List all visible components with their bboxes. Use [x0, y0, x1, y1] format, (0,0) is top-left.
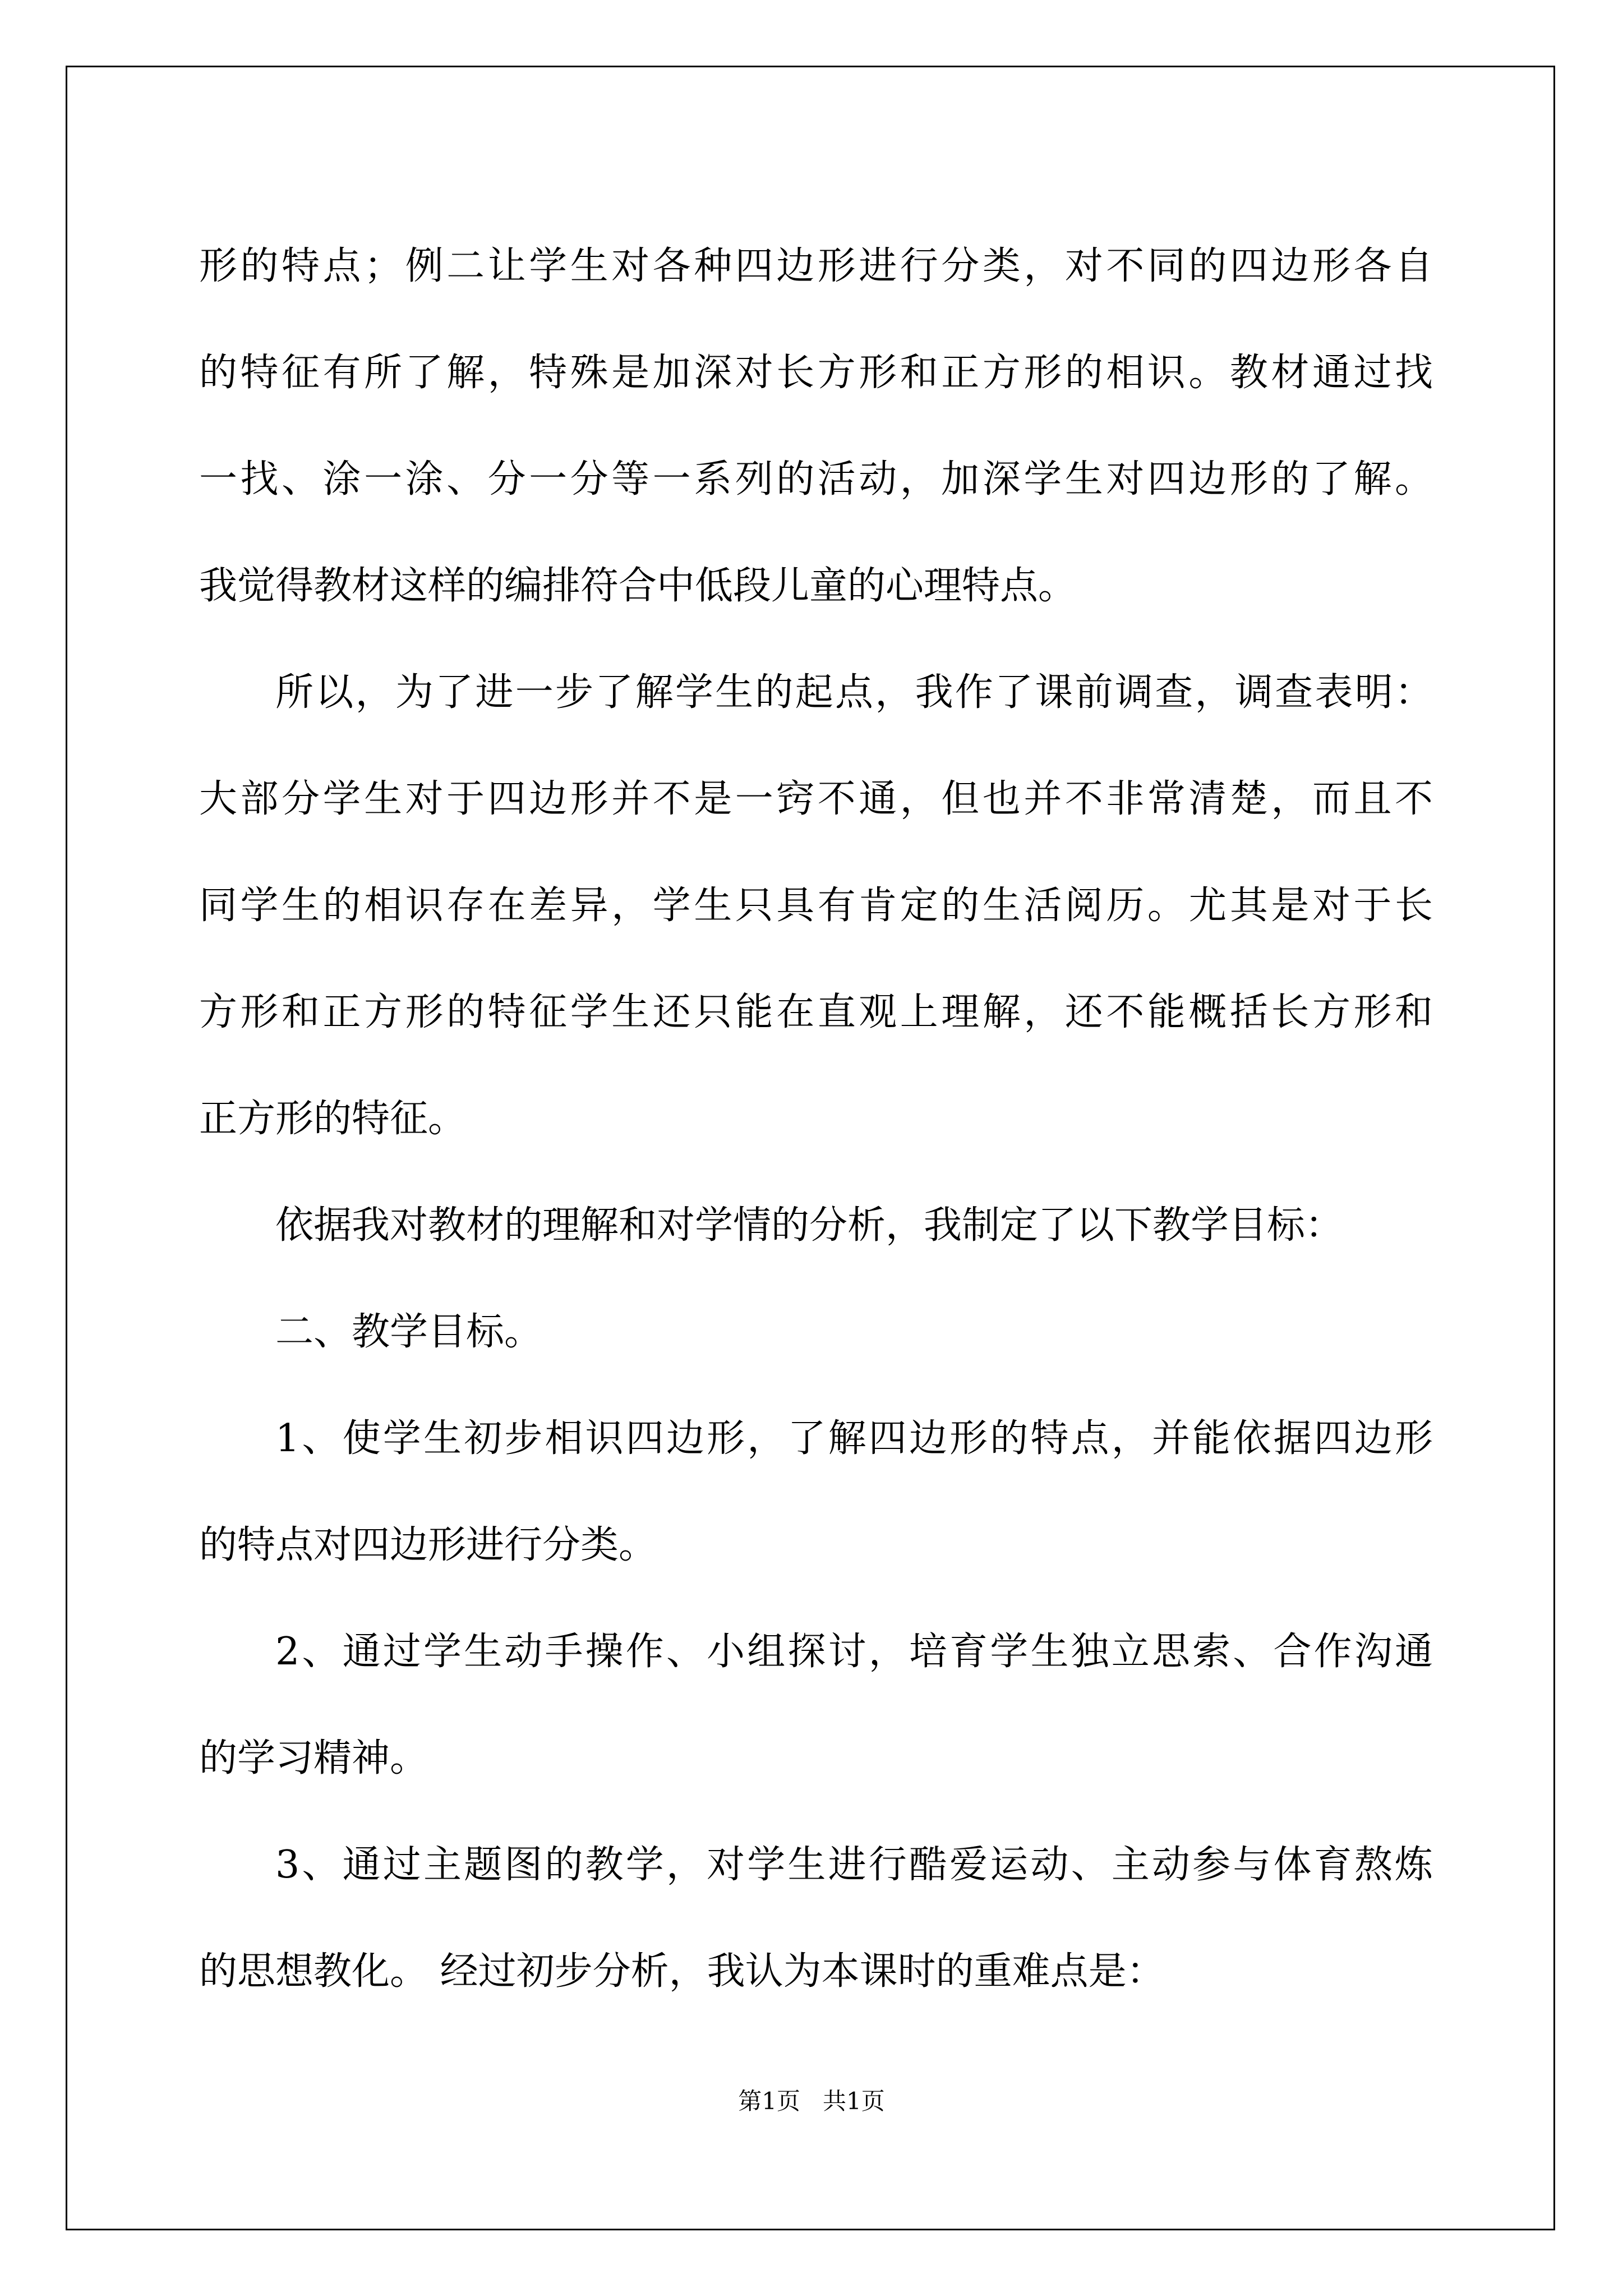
text-line: 形的特点；例二让学生对各种四边形进行分类，对不同的四边形各自	[199, 244, 1433, 288]
text-line: 正方形的特征。	[199, 1097, 467, 1141]
text-line: 我觉得教材这样的编排符合中低段儿童的心理特点。	[199, 564, 1077, 608]
page-footer	[0, 2083, 1623, 2116]
text-line: 的特点对四边形进行分类。	[199, 1523, 657, 1567]
text-line: 2、通过学生动手操作、小组探讨，培育学生独立思索、合作沟通	[275, 1630, 1433, 1674]
text-line: 同学生的相识存在差异，学生只具有肯定的生活阅历。尤其是对于长	[199, 884, 1433, 928]
page-number: 第1页	[738, 2087, 800, 2115]
text-line: 所以，为了进一步了解学生的起点，我作了课前调查，调查表明：	[275, 670, 1433, 715]
text-line: 1、使学生初步相识四边形，了解四边形的特点，并能依据四边形	[275, 1416, 1433, 1461]
text-line: 方形和正方形的特征学生还只能在直观上理解，还不能概括长方形和	[199, 990, 1433, 1034]
text-line: 大部分学生对于四边形并不是一窍不通，但也并不非常清楚，而且不	[199, 777, 1433, 821]
text-line: 的特征有所了解，特殊是加深对长方形和正方形的相识。教材通过找	[199, 351, 1433, 395]
text-line: 的学习精神。	[199, 1736, 428, 1780]
section-heading: 二、教学目标。	[275, 1310, 543, 1354]
page-total: 共1页	[823, 2087, 885, 2115]
text-line: 一找、涂一涂、分一分等一系列的活动，加深学生对四边形的了解。	[199, 457, 1433, 501]
text-line: 3、通过主题图的教学，对学生进行酷爱运动、主动参与体育熬炼	[275, 1843, 1433, 1887]
document-body	[199, 213, 1433, 2025]
text-line: 的思想教化。 经过初步分析，我认为本课时的重难点是：	[199, 1949, 1165, 1994]
text-line: 依据我对教材的理解和对学情的分析，我制定了以下教学目标：	[275, 1203, 1344, 1248]
